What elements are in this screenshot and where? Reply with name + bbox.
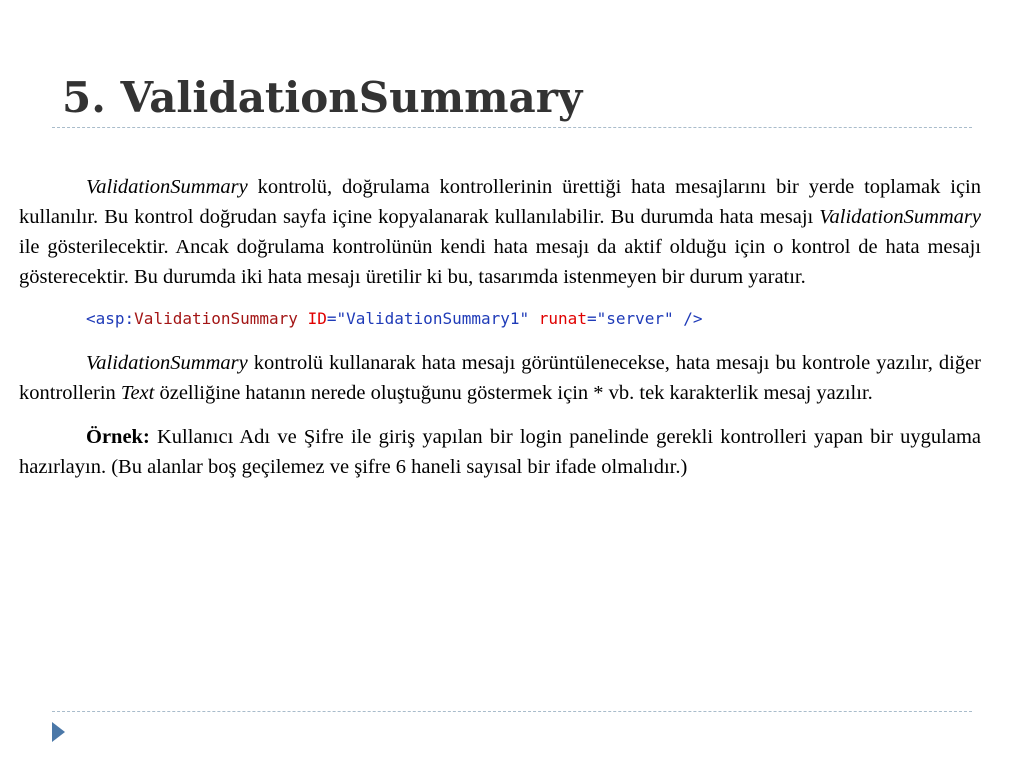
code-value-id: "ValidationSummary1" bbox=[336, 309, 530, 328]
code-control-name: ValidationSummary bbox=[134, 309, 298, 328]
footer-divider bbox=[52, 711, 972, 712]
code-equals-2: = bbox=[586, 309, 597, 328]
paragraph1-text-1: kontrolü, doğrulama kontrollerinin ürettiği hata mesajlarını bir yerde toplamak için kullanılır. Bu kontrol doğrudan sayfa içine kopyalanarak kullanılabilir. Bu durumda hata mesajı bbox=[19, 176, 981, 228]
paragraph2-text-1: kontrolü kullanarak hata mesajı görüntülenecekse, hata mesajı bu kontrole yazılır, diğer kontrollerin bbox=[19, 352, 981, 404]
paragraph1-text-2: ile gösterilecektir. Ancak doğrulama kontrolünün kendi hata mesajı da aktif olduğu için o kontrol de hata mesajı gösterecektir. Bu durumda iki hata mesajı üretilir ki bu, tasarımda istenmeyen bir durum yaratır. bbox=[19, 236, 981, 288]
term-validationsummary-3: ValidationSummary bbox=[86, 352, 248, 374]
code-equals-1: = bbox=[326, 309, 337, 328]
code-attr-id: ID bbox=[307, 309, 327, 328]
code-close-tag: /> bbox=[683, 309, 703, 328]
paragraph3-text: Kullanıcı Adı ve Şifre ile giriş yapılan bir login panelinde gerekli kontrolleri yapan bir uygulama hazırlayın. (Bu alanlar boş geçilemez ve şifre 6 haneli sayısal bir ifade olmalıdır.) bbox=[19, 426, 981, 478]
paragraph-example bbox=[19, 422, 981, 482]
paragraph-validationsummary-intro bbox=[19, 172, 981, 292]
code-attr-runat: runat bbox=[538, 309, 587, 328]
slide-body bbox=[19, 172, 981, 482]
term-text-property: Text bbox=[120, 382, 155, 404]
code-open-tag: <asp: bbox=[86, 309, 135, 328]
example-label: Örnek: bbox=[86, 426, 150, 448]
term-validationsummary-2: ValidationSummary bbox=[819, 206, 981, 228]
code-sample bbox=[86, 308, 981, 330]
paragraph-gap bbox=[19, 408, 981, 422]
title-divider bbox=[52, 127, 972, 128]
slide-title: 5. ValidationSummary bbox=[62, 73, 583, 122]
paragraph2-text-2: özelliğine hatanın nerede oluştuğunu göstermek için * vb. tek karakterlik mesaj yazılır. bbox=[154, 382, 873, 404]
code-value-runat: "server" bbox=[596, 309, 674, 328]
paragraph-usage bbox=[19, 348, 981, 408]
term-validationsummary: ValidationSummary bbox=[86, 176, 248, 198]
triangle-right-icon bbox=[52, 722, 65, 742]
